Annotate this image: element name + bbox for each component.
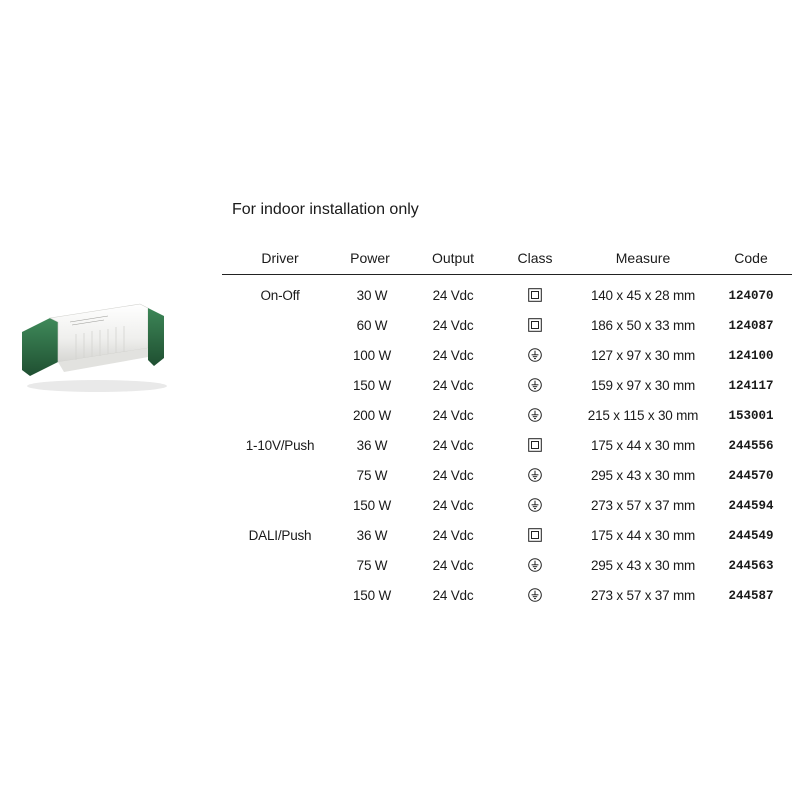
table-row [222, 400, 792, 430]
table-row [222, 550, 792, 580]
cell-measure: 159 x 97 x 30 mm [590, 378, 696, 393]
earth-ground-icon [528, 588, 542, 602]
cell-output: 24 Vdc [432, 318, 474, 333]
cell-code: 244556 [728, 439, 774, 453]
table-header-row [222, 240, 792, 276]
header-output: Output [431, 250, 475, 266]
cell-code: 124070 [728, 289, 774, 303]
cell-power: 150 W [352, 378, 392, 393]
cell-code: 244549 [728, 529, 774, 543]
cell-driver: On-Off [260, 288, 300, 303]
cell-measure: 295 x 43 x 30 mm [590, 468, 696, 483]
page-title: For indoor installation only [232, 201, 419, 218]
cell-measure: 215 x 115 x 30 mm [587, 408, 699, 423]
header-class: Class [517, 250, 553, 266]
class-ii-icon [528, 318, 542, 332]
table-row [222, 460, 792, 490]
cell-power: 150 W [352, 588, 392, 603]
table-row [222, 280, 792, 310]
cell-power: 75 W [356, 558, 388, 573]
cell-code: 244570 [728, 469, 774, 483]
cell-code: 124100 [728, 349, 774, 363]
cell-output: 24 Vdc [432, 408, 474, 423]
cell-power: 36 W [356, 438, 388, 453]
header-measure: Measure [615, 250, 671, 266]
cell-measure: 140 x 45 x 28 mm [590, 288, 696, 303]
class-ii-icon [528, 528, 542, 542]
table-row [222, 490, 792, 520]
cell-code: 153001 [728, 409, 774, 423]
cell-power: 30 W [356, 288, 388, 303]
cell-code: 244563 [728, 559, 774, 573]
cell-output: 24 Vdc [432, 378, 474, 393]
cell-output: 24 Vdc [432, 288, 474, 303]
cell-measure: 175 x 44 x 30 mm [590, 528, 696, 543]
table-row [222, 310, 792, 340]
cell-measure: 273 x 57 x 37 mm [590, 588, 696, 603]
cell-power: 200 W [352, 408, 392, 423]
cell-code: 244594 [728, 499, 774, 513]
earth-ground-icon [528, 468, 542, 482]
cell-driver: DALI/Push [248, 528, 312, 543]
spec-table [222, 240, 792, 610]
header-code: Code [734, 250, 768, 266]
cell-output: 24 Vdc [432, 468, 474, 483]
earth-ground-icon [528, 558, 542, 572]
cell-measure: 186 x 50 x 33 mm [590, 318, 696, 333]
cell-power: 36 W [356, 528, 388, 543]
cell-power: 150 W [352, 498, 392, 513]
cell-output: 24 Vdc [432, 498, 474, 513]
cell-output: 24 Vdc [432, 348, 474, 363]
class-ii-icon [528, 288, 542, 302]
cell-output: 24 Vdc [432, 558, 474, 573]
cell-code: 124117 [728, 379, 774, 393]
cell-measure: 295 x 43 x 30 mm [590, 558, 696, 573]
header-power: Power [350, 250, 390, 266]
cell-driver: 1-10V/Push [245, 438, 315, 453]
table-row [222, 580, 792, 610]
earth-ground-icon [528, 378, 542, 392]
cell-code: 244587 [728, 589, 774, 603]
earth-ground-icon [528, 348, 542, 362]
cell-output: 24 Vdc [432, 438, 474, 453]
earth-ground-icon [528, 408, 542, 422]
cell-output: 24 Vdc [432, 528, 474, 543]
class-ii-icon [528, 438, 542, 452]
cell-power: 75 W [356, 468, 388, 483]
header-driver: Driver [261, 250, 299, 266]
cell-measure: 273 x 57 x 37 mm [590, 498, 696, 513]
cell-measure: 175 x 44 x 30 mm [590, 438, 696, 453]
cell-power: 60 W [356, 318, 388, 333]
cell-measure: 127 x 97 x 30 mm [590, 348, 696, 363]
cell-power: 100 W [352, 348, 392, 363]
table-row [222, 340, 792, 370]
table-row [222, 370, 792, 400]
cell-output: 24 Vdc [432, 588, 474, 603]
earth-ground-icon [528, 498, 542, 512]
cell-code: 124087 [728, 319, 774, 333]
table-row [222, 520, 792, 550]
product-image [12, 300, 172, 395]
table-row [222, 430, 792, 460]
header-divider [222, 274, 792, 275]
